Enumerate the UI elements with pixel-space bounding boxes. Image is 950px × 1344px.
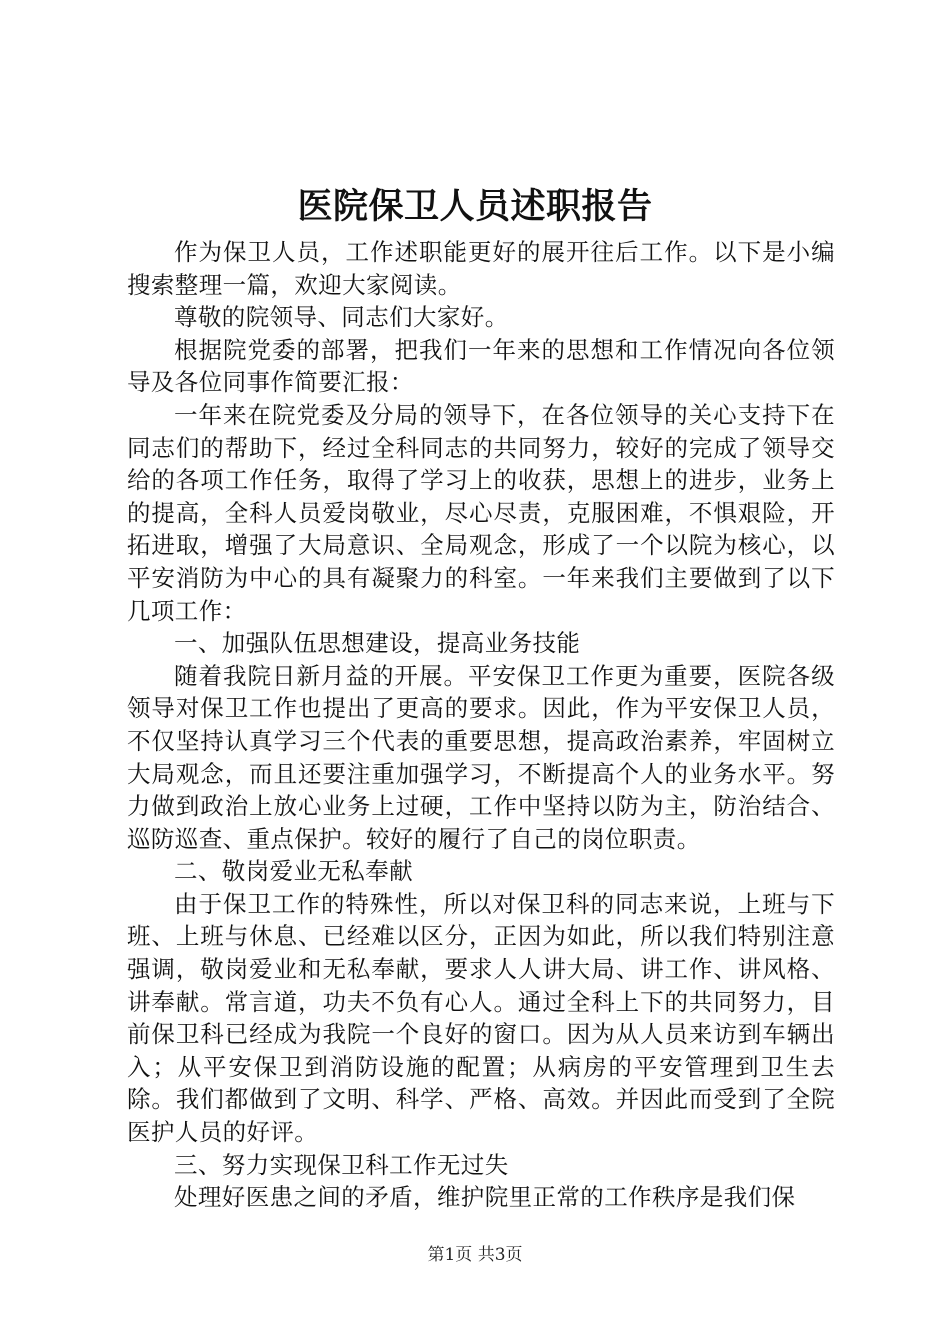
paragraph-section-1: 随着我院日新月益的开展。平安保卫工作更为重要，医院各级领导对保卫工作也提出了更高的要求。因此，作为平安保卫人员，不仅坚持认真学习三个代表的重要思想，提高政治素养，牢固树立大局观念，而且还要注重加强学习，不断提高个人的业务水平。努力做到政治上放心业务上过硬，工作中坚持以防为主，防治结合、巡防巡查、重点保护。较好的履行了自己的岗位职责。 [127, 661, 835, 853]
paragraph-greeting: 尊敬的院领导、同志们大家好。 [174, 303, 509, 332]
section-heading-2: 二、敬岗爱业无私奉献 [174, 857, 413, 886]
paragraph-preface: 根据院党委的部署，把我们一年来的思想和工作情况向各位领导及各位同事作简要汇报： [127, 335, 835, 397]
document-title: 医院保卫人员述职报告 [297, 186, 653, 227]
section-heading-1: 一、加强队伍思想建设，提高业务技能 [174, 629, 581, 658]
section-heading-3: 三、努力实现保卫科工作无过失 [174, 1150, 509, 1179]
paragraph-summary: 一年来在院党委及分局的领导下，在各位领导的关心支持下在同志们的帮助下，经过全科同志的共同努力，较好的完成了领导交给的各项工作任务，取得了学习上的收获，思想上的进步，业务上的提高，全科人员爱岗敬业，尽心尽责，克服困难，不惧艰险，开拓进取，增强了大局意识、全局观念，形成了一个以院为核心，以平安消防为中心的具有凝聚力的科室。一年来我们主要做到了以下几项工作： [127, 400, 835, 625]
paragraph-intro: 作为保卫人员，工作述职能更好的展开往后工作。以下是小编搜索整理一篇，欢迎大家阅读。 [127, 238, 835, 299]
paragraph-section-3: 处理好医患之间的矛盾，维护院里正常的工作秩序是我们保 [174, 1183, 796, 1212]
paragraph-section-2: 由于保卫工作的特殊性，所以对保卫科的同志来说，上班与下班、上班与休息、已经难以区分，正因为如此，所以我们特别注意强调，敬岗爱业和无私奉献，要求人人讲大局、讲工作、讲风格、讲奉献。常言道，功夫不负有心人。通过全科上下的共同努力，目前保卫科已经成为我院一个良好的窗口。因为从人员来访到车辆出入；从平安保卫到消防设施的配置；从病房的平安管理到卫生去除。我们都做到了文明、科学、严格、高效。并因此而受到了全院医护人员的好评。 [127, 889, 835, 1147]
document-body [127, 236, 835, 1214]
page-indicator: 第1页 共3页 [427, 1245, 523, 1265]
